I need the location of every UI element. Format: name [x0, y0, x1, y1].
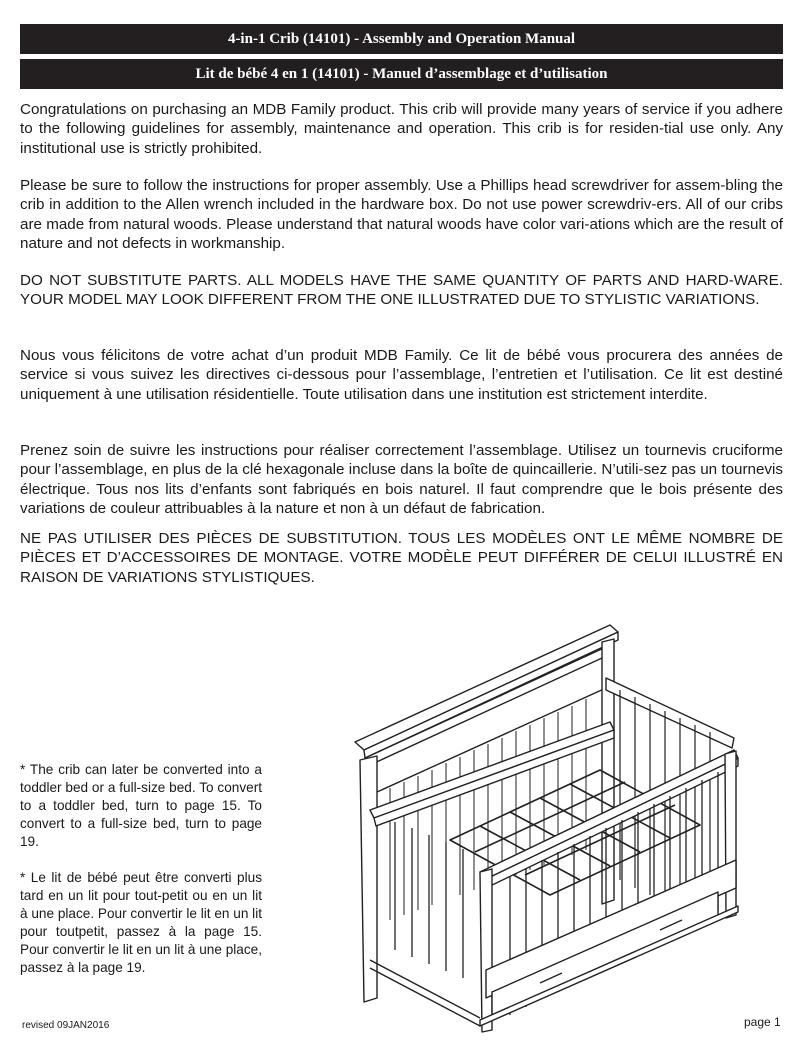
intro-paragraph-en: Congratulations on purchasing an MDB Family product. This crib will provide many years of service if you adhere to the following guidelines for assembly, maintenance and operation. This crib is for residen-tial use only. Any institutional use is strictly prohibited.	[20, 101, 783, 157]
intro-paragraph-fr: Nous vous félicitons de votre achat d’un produit MDB Family. Ce lit de bébé vous procurera des années de service si vous suivez les directives ci-dessous pour l’assemblage, l’entretien et l’utilisation. Ce lit est destiné uniquement à une utilisation résidentielle. Toute utilisation dans une institution est strictement interdite.	[20, 347, 783, 403]
revision-date: revised 09JAN2016	[22, 1020, 110, 1031]
title-french: Lit de bébé 4 en 1 (14101) - Manuel d’assemblage et d’utilisation	[195, 65, 608, 82]
title-banner-english	[20, 24, 783, 54]
assembly-paragraph-en: Please be sure to follow the instructions for proper assembly. Use a Phillips head screwdriver for assem-bling the crib in addition to the Allen wrench included in the hardware box. Do not use power screwdriv-ers. All of our cribs are made from natural woods. Please understand that natural woods have color vari-ations which are the result of nature and not defects in workmanship.	[20, 177, 783, 252]
crib-illustration	[340, 620, 740, 1040]
warning-paragraph-fr: NE PAS UTILISER DES PIÈCES DE SUBSTITUTION. TOUS LES MODÈLES ONT LE MÊME NOMBRE DE PIÈCES ET D’ACCESSOIRES DE MONTAGE. VOTRE MODÈLE PEUT DIFFÉRER DE CELUI ILLUSTRÉ EN RAISON DE VARIATIONS STYLISTIQUES.	[20, 530, 783, 586]
title-english: 4-in-1 Crib (14101) - Assembly and Operation Manual	[227, 30, 576, 47]
assembly-paragraph-fr: Prenez soin de suivre les instructions pour réaliser correctement l’assemblage. Utilisez un tournevis cruciforme pour l’assemblage, en plus de la clé hexagonale incluse dans la boîte de quincaillerie. N’utili-sez pas un tournevis électrique. Tous nos lits d’enfants sont fabriqués en bois naturel. Il faut comprendre que le bois présente des variations de couleur attribuables à la nature et non à un défaut de fabrication.	[20, 442, 783, 517]
end-spindles	[395, 822, 463, 978]
page-number: page 1	[744, 1015, 781, 1029]
title-banner-french	[20, 59, 783, 89]
conversion-note-fr: * Le lit de bébé peut être converti plus tard en un lit pour tout-petit ou en un lit à une place. Pour convertir le lit en un lit pour toutpetit, passez à la page 15. Pour convertir le lit en un lit à une place, passez à la page 19.	[20, 870, 262, 975]
warning-paragraph-en: DO NOT SUBSTITUTE PARTS. ALL MODELS HAVE THE SAME QUANTITY OF PARTS AND HARD-WARE. YOUR MODEL MAY LOOK DIFFERENT FROM THE ONE ILLUSTRATED DUE TO STYLISTIC VARIATIONS.	[20, 272, 783, 309]
conversion-note-en: * The crib can later be converted into a toddler bed or a full-size bed. To convert to a toddler bed, turn to page 15. To convert to a full-size bed, turn to page 19.	[20, 762, 262, 849]
